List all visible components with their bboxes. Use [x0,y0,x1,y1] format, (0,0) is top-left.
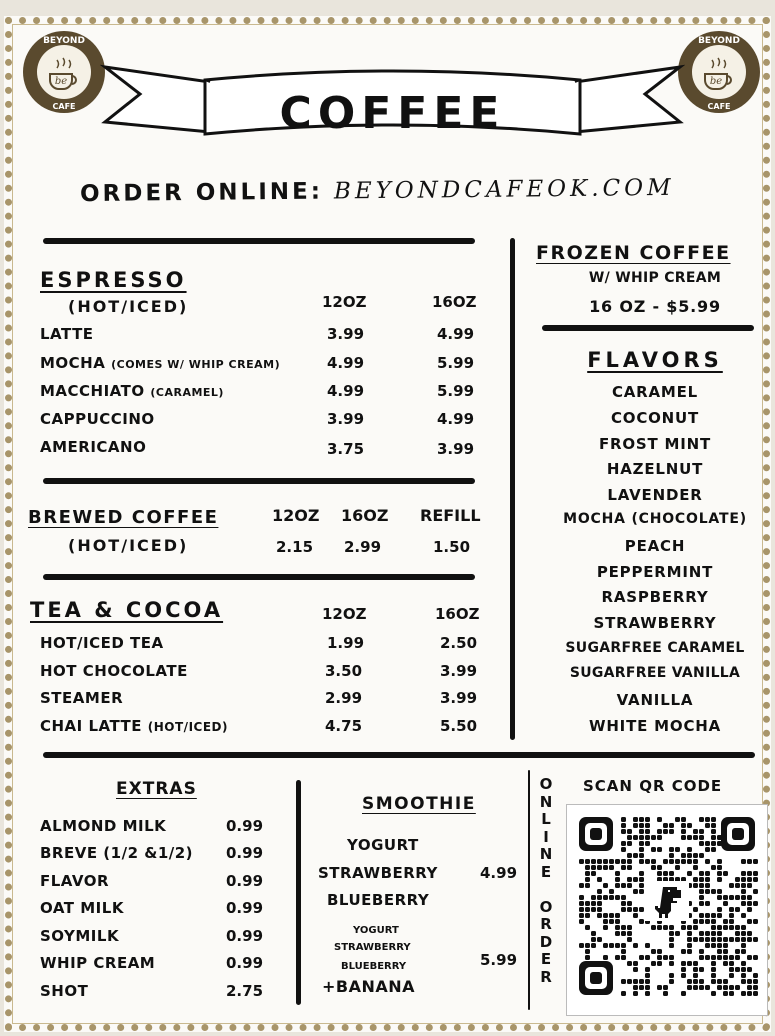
vertical-divider [296,780,301,1005]
vertical-letter: N [539,845,553,863]
smoothie-line: YOGURT [347,836,419,854]
flavor-item: WHITE MOCHA [588,717,722,735]
extra-price: 0.99 [226,899,264,917]
price-16oz: 4.99 [437,410,475,428]
brewed-price-12oz: 2.15 [276,538,314,556]
menu-item-name [40,354,280,372]
price-12oz: 2.99 [325,689,363,707]
price-16oz: 4.99 [437,325,475,343]
tea-col-12oz: 12OZ [322,605,367,623]
extra-name: FLAVOR [40,872,110,890]
smoothie-small-line: STRAWBERRY [334,942,411,953]
flavor-item: CARAMEL [611,383,699,401]
smoothie-heading: SMOOTHIE [362,794,476,814]
vertical-letter: N [539,792,553,811]
smoothie-line: +BANANA [322,977,416,996]
menu-item-name: HOT CHOCOLATE [40,662,188,680]
tea-col-16oz: 16OZ [435,605,480,623]
price-12oz: 4.75 [325,717,363,735]
extra-price: 0.99 [226,844,264,862]
flavor-item: PEPPERMINT [596,563,714,581]
divider [43,574,475,580]
vertical-divider [528,770,530,1010]
menu-item-name: CAPPUCCINO [40,410,155,428]
extra-name: ALMOND MILK [40,817,167,835]
menu-item-name [40,717,228,735]
menu-item-label: MACCHIATO [40,382,145,400]
logo-top-text: BEYOND [698,36,740,46]
vertical-letter: L [541,810,551,828]
price-16oz: 3.99 [437,440,475,458]
brewed-heading: BREWED COFFEE [28,507,219,528]
smoothie-small-line: YOGURT [353,925,399,936]
smoothie-price: 5.99 [480,951,518,969]
logo-bottom-text: CAFE [707,102,731,111]
espresso-col-16oz: 16OZ [432,293,477,311]
price-16oz: 3.99 [440,662,478,680]
order-online-label: ORDER ONLINE: [79,178,324,208]
vertical-divider [510,238,515,740]
brewed-col-12oz: 12OZ [272,506,320,525]
menu-item-note: (HOT/ICED) [147,720,228,734]
menu-item-label: CHAI LATTE [40,717,143,735]
espresso-col-12oz: 12OZ [322,293,367,311]
espresso-heading: ESPRESSO [40,268,187,292]
espresso-sub: (HOT/ICED) [68,297,189,316]
price-16oz: 5.50 [440,717,478,735]
menu-item-name: AMERICANO [40,438,147,456]
menu-item-name: HOT/ICED TEA [40,634,164,652]
flavor-item: HAZELNUT [606,460,704,478]
smoothie-line: BLUEBERRY [327,891,430,909]
vertical-letter: E [540,950,552,968]
logo-top-text: BEYOND [43,36,85,46]
qr-code[interactable] [566,804,768,1016]
brewed-col-refill: REFILL [420,506,481,525]
flavor-item: SUGARFREE CARAMEL [565,640,745,656]
price-16oz: 3.99 [440,689,478,707]
brewed-price-refill: 1.50 [433,538,471,556]
divider [43,238,475,244]
price-12oz: 4.99 [327,354,365,372]
extra-price: 0.99 [226,817,264,835]
vertical-letter: I [543,827,549,846]
frozen-price: 16 OZ - $5.99 [589,297,721,316]
tea-heading: TEA & COCOA [30,598,224,622]
flavors-heading: FLAVORS [587,348,723,372]
qr-code-icon [567,805,767,1015]
flavor-item: FROST MINT [598,435,712,453]
flavor-item: COCONUT [610,409,700,427]
brewed-sub: (HOT/ICED) [68,536,189,555]
extra-name: OAT MILK [40,899,124,917]
price-16oz: 2.50 [440,634,478,652]
flavor-item: SUGARFREE VANILLA [569,665,741,681]
order-online-url: BEYONDCAFEOK.COM [333,174,675,205]
flavor-item: VANILLA [616,691,694,709]
price-16oz: 5.99 [437,382,475,400]
vertical-gap [538,881,554,899]
price-16oz: 5.99 [437,354,475,372]
price-12oz: 1.99 [327,634,365,652]
logo-mark: be [709,76,723,87]
extra-name: SOYMILK [40,927,120,945]
flavor-item: MOCHA (CHOCOLATE) [563,511,747,527]
smoothie-line: STRAWBERRY [318,864,438,882]
smoothie-small-line: BLUEBERRY [341,961,407,972]
vertical-letter: O [539,775,553,793]
extra-price: 0.99 [226,872,264,890]
frozen-sub: W/ WHIP CREAM [588,270,722,286]
qr-heading: SCAN QR CODE [583,777,723,795]
price-12oz: 3.99 [327,410,365,428]
menu-item-label: MOCHA [40,354,106,372]
vertical-letter: E [540,862,552,881]
price-12oz: 4.99 [327,382,365,400]
menu-item-name: STEAMER [40,689,124,707]
logo-bottom-text: CAFE [52,102,76,111]
cafe-logo-right [677,30,761,114]
flavor-item: STRAWBERRY [593,614,717,632]
menu-item-name: LATTE [40,325,94,343]
page-title: COFFEE [279,88,506,139]
price-12oz: 3.99 [327,325,365,343]
extra-name: WHIP CREAM [40,954,156,972]
flavor-item: PEACH [624,537,686,555]
divider [43,478,475,484]
smoothie-price: 4.99 [480,864,518,882]
online-order-vertical [538,776,554,986]
vertical-letter: O [539,897,553,916]
extra-price: 0.99 [226,927,264,945]
vertical-letter: D [539,932,553,951]
divider [542,325,754,331]
price-12oz: 3.50 [325,662,363,680]
extra-name: BREVE (1/2 &1/2) [40,844,194,862]
menu-item-note: (CARAMEL) [150,386,224,399]
menu-item-note: (COMES W/ WHIP CREAM) [111,358,281,371]
extra-price: 2.75 [226,982,264,1000]
vertical-letter: R [540,967,552,986]
extras-heading: EXTRAS [116,779,197,799]
logo-mark: be [54,76,68,87]
flavor-item: LAVENDER [607,486,703,504]
menu-item-name [40,382,224,400]
brewed-col-16oz: 16OZ [341,506,389,525]
price-12oz: 3.75 [327,440,365,458]
extra-price: 0.99 [226,954,264,972]
cafe-logo-left [22,30,106,114]
brewed-price-16oz: 2.99 [344,538,382,556]
divider [43,752,755,758]
vertical-letter: R [540,915,552,933]
extra-name: SHOT [40,982,89,1000]
flavor-item: RASPBERRY [601,588,709,606]
frozen-heading: FROZEN COFFEE [536,242,731,264]
